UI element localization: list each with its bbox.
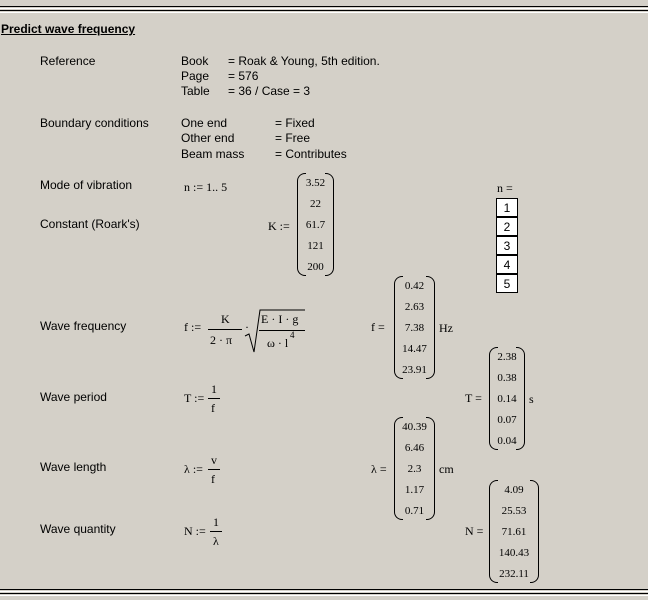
boundary-mass-value: = Contributes [275,147,347,161]
matrix-cell: 2.38 [497,351,517,363]
mode-expression: n := 1.. 5 [184,180,228,194]
period-num: 1 [211,382,217,396]
reference-table-value: = 36 / Case = 3 [228,84,311,98]
frequency-matrix [394,276,435,379]
matrix-cell: 0.14 [497,393,517,405]
boundary-other-value: = Free [275,131,311,145]
length-label: Wave length [40,460,107,474]
constant-lhs: K := [268,219,290,233]
matrix-cell: 200 [307,261,324,273]
length-matrix [394,417,435,520]
matrix-cell: 232.11 [499,568,529,580]
quantity-result-lhs: N = [465,524,484,538]
matrix-cell: 140.43 [498,547,530,559]
n-result-label: n = [497,181,513,195]
period-den: f [211,401,215,415]
frequency-label: Wave frequency [40,319,127,333]
n-result-cell[interactable]: 2 [496,217,518,236]
length-unit: cm [439,462,454,476]
matrix-cell: 6.46 [404,442,425,454]
quantity-label: Wave quantity [40,522,116,536]
matrix-cell: 23.91 [402,364,427,376]
reference-page-value: = 576 [228,69,259,83]
length-den: f [211,472,215,486]
quantity-fraction [210,515,222,549]
top-rule [0,6,648,9]
length-lhs: λ := [184,462,203,476]
period-lhs: T := [184,391,205,405]
boundary-label: Boundary conditions [40,116,149,130]
top-rule-2 [0,10,648,13]
boundary-mass-key: Beam mass [181,147,245,161]
length-result-lhs: λ = [371,462,387,476]
matrix-cell: 121 [307,240,324,252]
frequency-dot: · [245,320,249,334]
period-result-lhs: T = [465,391,482,405]
matrix-cell: 3.52 [305,177,326,189]
length-num: v [211,453,217,467]
n-result-cell[interactable]: 4 [496,255,518,274]
boundary-other-key: Other end [181,131,235,145]
reference-label: Reference [40,54,96,68]
reference-page-key: Page [181,69,210,83]
matrix-cell: 7.38 [404,322,425,334]
matrix-cell: 1.17 [404,484,425,496]
boundary-one-value: = Fixed [275,116,315,130]
bottom-rule-2 [0,593,648,596]
frequency-fraction [208,312,242,348]
matrix-cell: 14.47 [402,343,427,355]
matrix-cell: 0.07 [497,414,517,426]
n-result-cell[interactable]: 5 [496,274,518,293]
quantity-matrix [489,480,539,583]
period-fraction [208,382,220,416]
frequency-rad-num: E · I · g [261,312,299,326]
matrix-cell: 0.42 [404,280,425,292]
matrix-cell: 61.7 [305,219,326,231]
matrix-cell: 22 [310,198,321,210]
frequency-rad-den: ω · l [267,336,289,350]
period-label: Wave period [40,390,107,404]
matrix-cell: 2.3 [407,463,422,475]
mode-label: Mode of vibration [40,178,133,192]
n-result-cell[interactable]: 1 [496,198,518,217]
constant-label: Constant (Roark's) [40,217,140,231]
matrix-cell: 40.39 [402,421,427,433]
frequency-result-lhs: f = [371,320,385,334]
boundary-one-key: One end [181,116,228,130]
length-fraction [208,453,220,487]
matrix-cell: 0.71 [404,505,425,517]
frequency-den: 2 · π [210,333,233,347]
quantity-den: λ [213,534,219,548]
frequency-lhs: f := [184,320,202,334]
matrix-cell: 25.53 [501,505,527,517]
period-unit: s [529,392,534,406]
n-result-cell[interactable]: 3 [496,236,518,255]
period-matrix [489,347,525,450]
matrix-cell: 4.09 [504,484,524,496]
frequency-unit: Hz [439,321,453,335]
reference-table-key: Table [181,84,210,98]
quantity-lhs: N := [184,524,206,538]
bottom-rule [0,589,648,592]
matrix-cell: 71.61 [501,526,527,538]
matrix-cell: 0.38 [497,372,517,384]
worksheet-title: Predict wave frequency [1,22,136,36]
constant-matrix [297,173,334,276]
radical-fraction-line [259,330,305,331]
frequency-exp: 4 [290,330,295,340]
quantity-num: 1 [213,515,219,529]
matrix-cell: 2.63 [404,301,425,313]
reference-book-key: Book [181,54,209,68]
matrix-cell: 0.04 [497,435,517,447]
reference-book-value: = Roak & Young, 5th edition. [228,54,380,68]
frequency-num: K [221,312,230,326]
